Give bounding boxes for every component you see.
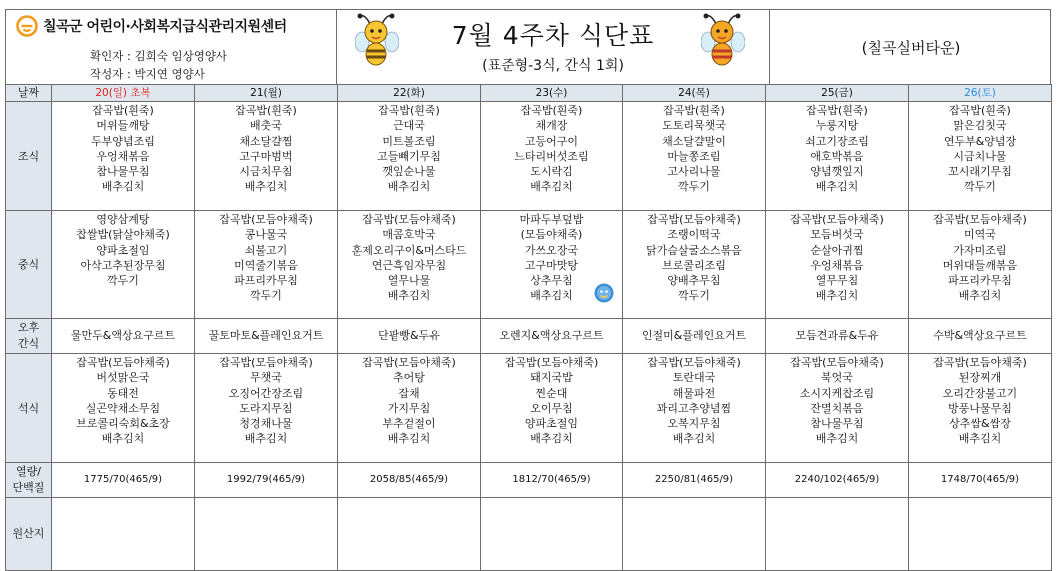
menu-item: 잔멸치볶음 (810, 401, 864, 415)
dinner-cell (338, 354, 481, 463)
origin-cell (766, 498, 909, 571)
menu-item: 추어탕 (393, 371, 425, 385)
meal-label: 석식 (6, 354, 52, 463)
menu-item: 깍두기 (250, 289, 282, 303)
menu-item: 파프리카무침 (234, 274, 298, 288)
day-header: 24(목) (623, 85, 766, 102)
menu-item: 배추김치 (387, 180, 431, 194)
menu-item: 마늘쫑조림 (667, 149, 721, 163)
sheet-header (5, 9, 1051, 84)
menu-item: 머위대들깨볶음 (942, 258, 1018, 272)
menu-item: 열무나물 (387, 274, 431, 288)
sticker-icon (594, 283, 614, 303)
lunch-cell (909, 211, 1052, 319)
menu-item: 아삭고추된장무침 (80, 258, 166, 272)
menu-item: 방풍나물무침 (948, 401, 1012, 415)
breakfast-cell (481, 102, 623, 211)
menu-item: 배추김치 (244, 432, 288, 446)
menu-item: 근대국 (393, 119, 425, 133)
confirmer-text: 확인자 : 김희숙 임상영양사 (90, 49, 228, 63)
header-org-block (6, 10, 337, 84)
menu-table (5, 84, 1052, 571)
menu-item: 머위들깨탕 (96, 119, 150, 133)
dinner-cell (52, 354, 195, 463)
dinner-cell (909, 354, 1052, 463)
menu-item: 열무무침 (815, 274, 859, 288)
menu-item: 잡곡밥(모듬야채죽) (933, 356, 1027, 369)
menu-item: 고등어구이 (524, 134, 579, 148)
breakfast-cell (909, 102, 1052, 211)
snack-cell: 수박&액상요구르트 (909, 319, 1052, 354)
menu-sheet (5, 9, 1051, 571)
menu-item: 배추김치 (387, 289, 431, 303)
menu-item: 우엉채볶음 (810, 258, 864, 272)
menu-item: 모듬버섯국 (810, 228, 864, 242)
menu-item: 애호박볶음 (810, 149, 864, 163)
snack-cell: 단팥빵&두유 (338, 319, 481, 354)
menu-item: 배추김치 (815, 180, 859, 194)
menu-item: 잡곡밥(흰죽) (806, 104, 868, 117)
menu-item: 고사리나물 (667, 165, 721, 179)
menu-item: 양념깻잎지 (810, 165, 864, 179)
menu-item: 깍두기 (964, 180, 996, 194)
header-title-block (337, 10, 770, 84)
breakfast-cell (766, 102, 909, 211)
dinner-cell (623, 354, 766, 463)
menu-item: 연두부&양념장 (943, 134, 1017, 148)
menu-item: 브로콜리조림 (662, 258, 726, 272)
calorie-cell: 1748/70(465/9) (909, 463, 1052, 498)
menu-item: 깍두기 (678, 180, 710, 194)
menu-item: 고구마범벅 (239, 149, 293, 163)
menu-item: 깻잎순나물 (382, 165, 436, 179)
menu-item: 채소달걀말이 (662, 134, 726, 148)
menu-item: 북엇국 (821, 371, 853, 385)
menu-item: 찐순대 (535, 386, 568, 400)
menu-item: 맑은김칫국 (953, 119, 1007, 133)
menu-item: 미트볼조림 (382, 134, 436, 148)
menu-item: 고들빼기무침 (377, 149, 441, 163)
menu-item: 청경채나물 (239, 417, 293, 431)
meal-label (6, 463, 52, 498)
menu-item: 상추무침 (530, 274, 573, 288)
menu-item: 잡곡밥(흰죽) (949, 104, 1011, 117)
menu-item: 오리간장불고기 (942, 386, 1018, 400)
menu-item: 쇠고기장조림 (805, 134, 869, 148)
menu-item: 찹쌀밥(닭살야채죽) (76, 228, 170, 242)
breakfast-cell (623, 102, 766, 211)
menu-item: 해물파전 (672, 386, 716, 400)
breakfast-cell (52, 102, 195, 211)
menu-item: 누룽지탕 (815, 119, 859, 133)
menu-item: 잡곡밥(모듬야채죽) (647, 356, 741, 369)
menu-item: 도시락김 (530, 165, 573, 179)
menu-item: 조랭이떡국 (667, 228, 721, 242)
day-header: 25(금) (766, 85, 909, 102)
meal-label (6, 319, 52, 354)
menu-item: 잡곡밥(흰죽) (235, 104, 297, 117)
menu-item: 잡곡밥(모듬야채죽) (790, 356, 884, 369)
menu-item: 훈제오리구이&머스타드 (351, 243, 467, 257)
menu-item: 영양삼계탕 (96, 213, 150, 226)
menu-item: 가자미조림 (953, 243, 1007, 257)
menu-item: 도토리묵챗국 (662, 119, 726, 133)
lunch-row (6, 211, 1052, 319)
origin-cell (338, 498, 481, 571)
calorie-cell: 1812/70(465/9) (481, 463, 623, 498)
day-header: 22(화) (338, 85, 481, 102)
breakfast-cell (195, 102, 338, 211)
snack-cell: 모듬견과류&두유 (766, 319, 909, 354)
day-header: 20(일) 초복 (52, 85, 195, 102)
origin-cell (909, 498, 1052, 571)
meal-label: 조식 (6, 102, 52, 211)
menu-item: 느타리버섯조림 (514, 149, 589, 163)
breakfast-row (6, 102, 1052, 211)
calorie-cell: 1775/70(465/9) (52, 463, 195, 498)
menu-item: 도라지무침 (239, 401, 293, 415)
menu-item: 채개장 (535, 119, 568, 133)
snack-cell: 물만두&액상요구르트 (52, 319, 195, 354)
org-name: 칠곡군 어린이·사회복지급식관리지원센터 (43, 19, 287, 35)
menu-item: 배추김치 (530, 180, 573, 194)
snack-cell: 꿀토마토&플레인요거트 (195, 319, 338, 354)
breakfast-cell (338, 102, 481, 211)
menu-item: 버섯맑은국 (96, 371, 150, 385)
menu-item: (모듬야채죽) (520, 228, 583, 242)
menu-item: 잡곡밥(모듬야채죽) (219, 356, 313, 369)
menu-item: 배추김치 (815, 289, 859, 303)
menu-item: 배추김치 (958, 289, 1002, 303)
author-text: 작성자 : 박지연 영양사 (90, 67, 205, 81)
dinner-cell (481, 354, 623, 463)
calorie-row (6, 463, 1052, 498)
menu-item: 잡곡밥(모듬야채죽) (790, 213, 884, 226)
header-place-block (770, 10, 1052, 84)
menu-item: 돼지국밥 (530, 371, 573, 385)
menu-item: 채소달걀찜 (239, 134, 293, 148)
meal-label: 중식 (6, 211, 52, 319)
menu-item: 양파초절임 (96, 243, 150, 257)
menu-item: 배추김치 (244, 180, 288, 194)
page-subtitle: (표준형-3식, 간식 1회) (482, 58, 624, 74)
menu-item: 배추김치 (530, 289, 573, 303)
origin-cell (195, 498, 338, 571)
menu-item: 토란대국 (672, 371, 716, 385)
snack-row (6, 319, 1052, 354)
origin-cell (52, 498, 195, 571)
menu-item: 배춧국 (250, 119, 282, 133)
menu-item: 잡곡밥(모듬야채죽) (362, 356, 456, 369)
menu-item: 참나물무침 (810, 417, 864, 431)
menu-item: 배추김치 (530, 432, 573, 446)
menu-item: 가지무침 (387, 401, 431, 415)
origin-row (6, 498, 1052, 571)
menu-item: 쇠불고기 (244, 243, 288, 257)
menu-item: 잡곡밥(모듬야채죽) (362, 213, 456, 226)
lunch-cell (623, 211, 766, 319)
meal-label-line: 단백질 (12, 481, 45, 494)
dinner-row (6, 354, 1052, 463)
menu-item: 순살아귀찜 (810, 243, 864, 257)
menu-item: 실곤약채소무침 (85, 401, 161, 415)
menu-item: 미역줄기볶음 (234, 258, 298, 272)
menu-item: 배추김치 (387, 432, 431, 446)
menu-item: 잡곡밥(모듬야채죽) (219, 213, 313, 226)
menu-item: 상추쌈&쌈장 (949, 417, 1011, 431)
day-header: 26(토) (909, 85, 1052, 102)
menu-item: 콩나물국 (244, 228, 288, 242)
menu-item: 오복지무침 (667, 417, 721, 431)
day-header: 21(월) (195, 85, 338, 102)
calorie-cell: 2250/81(465/9) (623, 463, 766, 498)
menu-item: 시금치나물 (953, 149, 1007, 163)
menu-item: 오징어간장조림 (228, 386, 304, 400)
menu-item: 깍두기 (107, 274, 139, 288)
date-row (6, 85, 1052, 102)
menu-item: 가쓰오장국 (524, 243, 579, 257)
menu-item: 시금치무침 (239, 165, 293, 179)
menu-item: 잡곡밥(모듬야채죽) (933, 213, 1027, 226)
menu-item: 동태전 (107, 386, 139, 400)
menu-item: 무챗국 (250, 371, 282, 385)
lunch-cell (195, 211, 338, 319)
menu-item: 잡곡밥(흰죽) (92, 104, 154, 117)
snack-cell: 오렌지&액상요구르트 (481, 319, 623, 354)
menu-item: 고구마맛탕 (524, 258, 579, 272)
menu-item: 잡곡밥(모듬야채죽) (647, 213, 741, 226)
lunch-cell (338, 211, 481, 319)
menu-item: 연근흑임자무침 (371, 258, 447, 272)
menu-item (52, 288, 194, 303)
menu-item: 부추겉절이 (382, 417, 436, 431)
origin-cell (481, 498, 623, 571)
dinner-cell (195, 354, 338, 463)
meal-label: 원산지 (6, 498, 52, 571)
meal-label-line: 간식 (17, 337, 40, 350)
snack-cell: 인절미&플레인요거트 (623, 319, 766, 354)
menu-item: 깍두기 (678, 289, 710, 303)
dinner-cell (766, 354, 909, 463)
calorie-cell: 2240/102(465/9) (766, 463, 909, 498)
origin-cell (623, 498, 766, 571)
place-name: (칠곡실버타운) (861, 39, 961, 57)
meal-label-line: 오후 (17, 321, 40, 334)
menu-item: 배추김치 (815, 432, 859, 446)
menu-item: 브로콜리숙회&초장 (76, 417, 170, 431)
day-header: 23(수) (481, 85, 623, 102)
menu-item: 꼬시래기무침 (948, 165, 1012, 179)
menu-item: 파프리카무침 (948, 274, 1012, 288)
menu-item: 두부양념조림 (91, 134, 155, 148)
menu-item: 잡곡밥(모듬야채죽) (504, 356, 599, 369)
menu-item: 매콤호박국 (382, 228, 436, 242)
menu-item: 배추김치 (101, 180, 145, 194)
page-title: 7월 4주차 식단표 (451, 21, 655, 50)
menu-item: 꽈리고추양념찜 (656, 401, 732, 415)
date-label: 날짜 (6, 85, 52, 102)
menu-item: 소시지케찹조림 (799, 386, 875, 400)
menu-item: 양배추무침 (667, 274, 721, 288)
menu-item: 우엉채볶음 (96, 149, 150, 163)
menu-item: 마파두부덮밥 (519, 213, 584, 226)
menu-item: 오이무침 (530, 401, 573, 415)
menu-item: 잡곡밥(모듬야채죽) (76, 356, 170, 369)
menu-item: 배추김치 (958, 432, 1002, 446)
lunch-cell (766, 211, 909, 319)
menu-item: 배추김치 (672, 432, 716, 446)
lunch-cell (52, 211, 195, 319)
menu-item: 잡곡밥(흰죽) (378, 104, 440, 117)
menu-item: 된장찌개 (958, 371, 1002, 385)
menu-item: 양파초절임 (524, 417, 579, 431)
meal-label-line: 열량/ (16, 465, 41, 478)
menu-item: 배추김치 (101, 432, 145, 446)
menu-item: 잡곡밥(흰죽) (663, 104, 725, 117)
calorie-cell: 2058/85(465/9) (338, 463, 481, 498)
menu-item: 닭가슴살굴소스볶음 (646, 243, 742, 257)
logo-icon (16, 15, 38, 37)
calorie-cell: 1992/79(465/9) (195, 463, 338, 498)
menu-item: 참나물무침 (96, 165, 150, 179)
menu-item: 미역국 (964, 228, 996, 242)
menu-item: 잡곡밥(흰죽) (520, 104, 583, 117)
menu-item: 잡채 (398, 386, 420, 400)
